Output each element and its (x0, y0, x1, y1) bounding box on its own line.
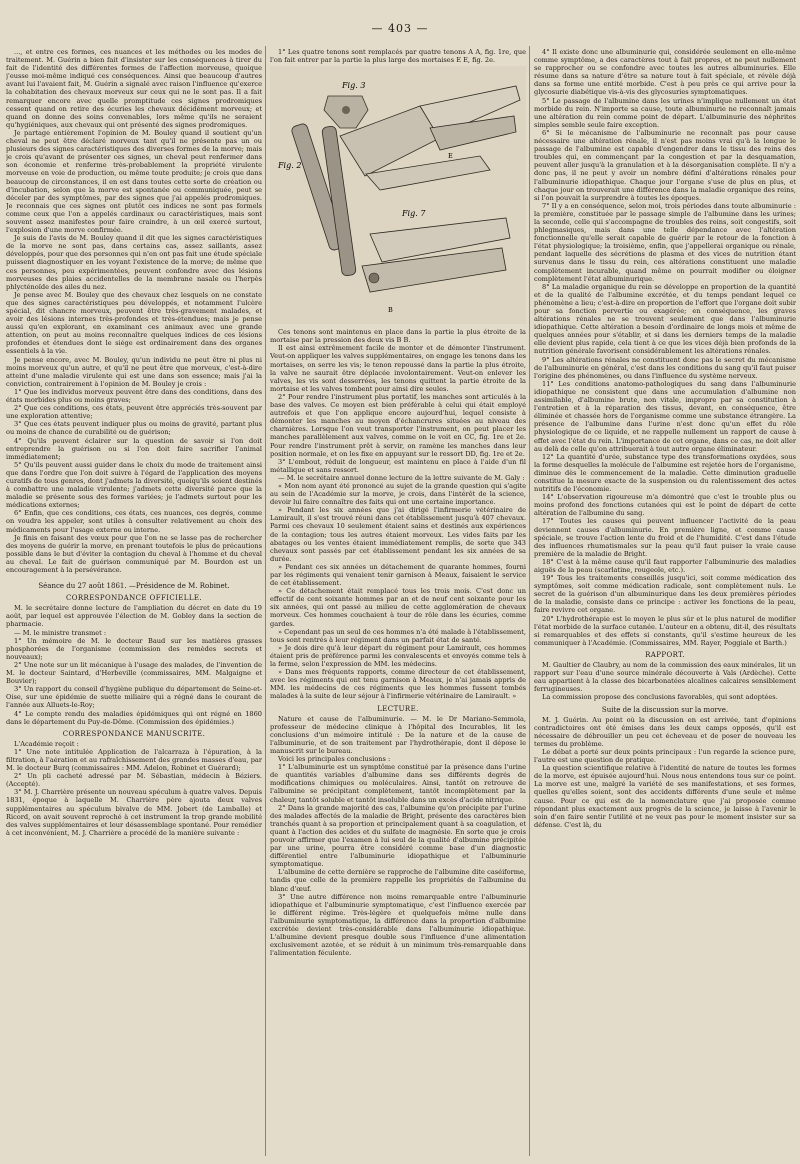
section-heading: Suite de la discussion sur la morve. (601, 705, 729, 714)
paragraph: 2° Dans la grande majorité des cas, l'albumine qu'on précipite par l'urine des malades affectés de la maladie de Bright, présente des caractères bien tranchés quant à sa proportion et principalement quant à sa coagulation, et quant à l'action des acides et du sulfate de magnésie. En sorte que je crois pouvoir affirmer que l'examen à lui seul de la qualité d'albumine précipitée par une urine, pourra être considéré comme base d'un diagnostic différentiel entre l'albuminurie idiopathique et l'albuminurie symptomatique. (270, 803, 526, 869)
column-right (534, 48, 796, 1156)
paragraph: L'albumine de cette dernière se rapproche de l'albumine dite caséiforme, tandis que celle de la première rappelle les propriétés de l'albumine du blanc d'œuf. (270, 868, 526, 893)
figure-label: Fig. 3 (342, 81, 366, 91)
figure-label: E (448, 152, 453, 161)
paragraph: » Je dois dire qu'à leur départ du régiment pour Lamirault, ces hommes étaient pris de préférence parmi les convalescents et envoyés comme tels à la ferme, selon l'expression de MM. les médecins. (270, 643, 526, 669)
section-heading: CORRESPONDANCE OFFICIELLE. (65, 594, 203, 603)
paragraph: 4° Qu'ils peuvent éclairer sur la question de savoir si l'on doit entreprendre la guérison ou si l'on doit faire sacrifier l'animal immédiatement; (6, 436, 262, 461)
paragraph: 3° Un rapport du conseil d'hygiène publique du département de Seine-et-Oise, sur une épidémie de suette miliaire qui a régné dans le courant de l'année aux Alluets-le-Roy; (6, 685, 262, 710)
paragraph: 17° Toutes les causes qui peuvent influencer l'activité de la peau deviennent causes d'albuminurie. En première ligne, et comme cause spéciale, se trouve l'action lente du froid et de l'humidité. C'est dans l'étude des influences rhumatismales sur la peau qu'il faut puiser la vraie cause première de la maladie de Bright. (534, 517, 796, 558)
column-left (6, 48, 262, 1156)
figure-label: B (388, 306, 393, 315)
paragraph: La question scientifique relative à l'identité de nature de toutes les formes de la morve, est épuisée aujourd'hui. Nous nous entendons tous sur ce point. La morve est une, malgré la variété de ses manifestations, et ses formes, quelles qu'elles soient, sont des accidents différents d'une seule et même cause. Pour ce qui est de la nomenclature que j'ai proposée comme répondant plus exactement aux progrès de la science, je laisse à l'avenir le soin d'en faire sentir l'utilité et ne veux pas pour le moment insister sur sa défense. C'est là, du (534, 764, 796, 829)
column-middle (270, 48, 526, 1156)
paragraph: La commission propose des conclusions favorables, qui sont adoptées. (542, 693, 778, 702)
paragraph: 1° Une note intitulée Application de l'alcarraza à l'épuration, à la filtration, à l'aération et au rafraîchissement des grandes masses d'eau, par M. le docteur Burq (commissaires : MM. Adelon, Robinet et Guérard); (6, 747, 262, 773)
paragraph: 3° Que ces états peuvent indiquer plus ou moins de gravité, partant plus ou moins de chance de curabilité ou de guérison; (6, 420, 262, 437)
figure-label: Fig. 7 (402, 209, 426, 219)
paragraph: — M. le secrétaire annuel donne lecture de la lettre suivante de M. Galy : (278, 473, 525, 482)
speculum-drawing (270, 66, 526, 324)
paragraph: 5° Qu'ils peuvent aussi guider dans le choix du mode de traitement ainsi que dans l'ordre que l'on doit suivre à l'égard de l'application des moyens curatifs de tous genres, dont j'admets la diversité, quoiqu'ils soient destinés à combattre une maladie virulente; j'admets cette diversité parce que la maladie se présente sous des formes variées; je l'admets surtout pour les médications externes; (6, 460, 262, 510)
paragraph: 6° Enfin, que ces conditions, ces états, ces nuances, ces degrés, comme on voudra les appeler, sont utiles à consulter relativement au choix des médicaments pour l'usage externe ou interne. (6, 509, 262, 534)
paragraph: 14° L'observation rigoureuse m'a démontré que c'est le trouble plus ou moins profond des fonctions cutanées qui est le point de départ de cette altération de l'albumine du sang. (534, 493, 796, 518)
paragraph: » Cependant pas un seul de ces hommes n'a été malade à l'établissement, tous sont rentrés à leur régiment dans un parfait état de santé. (270, 627, 526, 644)
page-number: — 403 — (371, 22, 429, 35)
paragraph: Je pense avec M. Bouley que des chevaux chez lesquels on ne constate que des signes caractéristiques peu développés, et notamment l'ulcère spécial, dit chancre morveux, peuvent être très-gravement malades, et avoir des lésions internes très-profondes et très-étendues; mais je pense aussi qu'en explorant, en examinant ces animaux avec une grande attention, on peut au moins reconnaître quelques indices de ces lésions profondes et étendues dont le siége est ordinairement dans des organes essentiels à la vie. (6, 290, 262, 356)
column-divider (265, 46, 266, 1156)
session-heading: Séance du 27 août 1861. —Présidence de M. Robinet. (38, 582, 230, 591)
paragraph: Ces tenons sont maintenus en place dans la partie la plus étroite de la mortaise par la pression des deux vis B B. (270, 328, 526, 345)
paragraph: Je pense encore, avec M. Bouley, qu'un individu ne peut être ni plus ni moins morveux qu'un autre, et qu'il ne peut être que morveux, c'est-à-dire atteint d'une maladie virulente qui est une dans son essence; mais j'ai la conviction, contrairement à l'opinion de M. Bouley je crois : (6, 355, 262, 388)
paragraph: 2° Pour rendre l'instrument plus portatif, les manches sont articulés à la base des valves. Ce moyen est bien préférable à celui qui était employé autrefois et que l'on applique encore aujourd'hui, lequel consiste à démonter les manches au moyen d'échancrures situées au niveau des charnières. Lorsque l'on veut transporter l'instrument, on peut placer les manches parallèlement aux valves, comme on le voit en CC, fig. 1re et 2e. Pour rendre l'instrument prêt à servir, on ramène les manches dans leur position normale, et on les fixe en appuyant sur le ressort DD, fig. 1re et 2e. (270, 392, 526, 458)
paragraph: 3° Une autre différence non moins remarquable entre l'albuminurie idiopathique et l'albuminurie symptomatique, c'est l'influence exercée par le différent régime. Très-légère et quelquefois même nulle dans l'albuminurie symptomatique, la différence dans la proportion d'albumine excrétée devient très-considérable dans l'albuminurie idiopathique. L'albumine devient presque double sous l'influence d'une alimentation exclusivement azotée, et se réduit à un minimum très-remarquable dans l'alimentation féculente. (270, 892, 526, 958)
paragraph: » Dans mes fréquents rapports, comme directeur de cet établissement, avec les régiments qui ont tenu garnison à Meaux, je n'ai jamais appris de MM. les médecins de ces régiments que les hommes fussent tombés malades à la suite de leur séjour à l'infirmerie vétérinaire de Lamirault. » (270, 668, 526, 701)
paragraph: 2° Une note sur un lit mécanique à l'usage des malades, de l'invention de M. le docteur Saintard, d'Herbeville (commissaires, MM. Malgaigne et Bouvier); (6, 660, 262, 686)
paragraph: Nature et cause de l'albuminurie. — M. le Dr Mariano-Semmola, professeur de médecine clinique à l'hôpital des Incurables, lit les conclusions d'un mémoire intitulé : De la nature et de la cause de l'albuminurie, et de son traitement par l'hydrothérapie, dont il dépose le manuscrit sur le bureau. (270, 714, 526, 755)
paragraph: 4° Le compte rendu des maladies épidémiques qui ont régné en 1860 dans le département du Puy-de-Dôme. (Commission des épidémies.) (6, 709, 262, 726)
paragraph: Il est ainsi extrêmement facile de monter et de démonter l'instrument. Veut-on appliquer les valves supplémentaires, on engage les tenons dans les mortaises, on serre les vis; le tenon repoussé dans la partie la plus étroite, la valve ne saurait être déplacée involontairement. Veut-on enlever les valves, les vis sont desserrées, les tenons quittent la partie étroite de la mortaise et les valves tombent pour ainsi dire seules. (270, 344, 526, 393)
paragraph: 1° L'albuminurie est un symptôme constitué par la présence dans l'urine de quantités variables d'albumine dans ses différents degrés de modifications chimiques ou moléculaires. Ainsi, tantôt on retrouve de l'albumine se précipitant complètement, tantôt incomplètement par la chaleur, tantôt soluble et tantôt insoluble dans un excès d'acide nitrique. (270, 763, 526, 804)
paragraph: Le débat a porté sur deux points principaux : l'un regarde la science pure, l'autre est une question de pratique. (534, 747, 796, 765)
section-heading: LECTURE. (377, 704, 419, 713)
paragraph: Voici les principales conclusions : (278, 755, 391, 764)
speculum-illustration (270, 66, 526, 324)
paragraph: 5° Le passage de l'albumine dans les urines n'implique nullement un état morbide du rein. N'importe sa cause, toute albuminurie ne reconnaît jamais une altération du rein comme point de départ. L'albuminurie des néphrites simples semble seule faire exception. (534, 96, 796, 129)
paragraph: 2° Que ces conditions, ces états, peuvent être appréciés très-souvent par une exploration attentive; (6, 404, 262, 421)
paragraph: 1° Un mémoire de M. le docteur Baud sur les matières grasses phosphorées de l'organisme (commission des remèdes secrets et nouveaux); (6, 636, 262, 661)
paragraph: Je partage entièrement l'opinion de M. Bouley quand il soutient qu'un cheval ne peut être déclaré morveux tant qu'il ne présente pas un ou plusieurs des signes caractéristiques des diverses formes de la morve; mais je crois qu'avant de présenter ces signes, un cheval peut renfermer dans son économie et renferme très-probablement la propriété virulente morveuse en voie de production, ou même toute produite; je crois que dans beaucoup de circonstances, il en est dans toutes cette sorte de création ou d'incubation, selon que la morve est spontanée ou communiquée, peut se déceler par des symptômes, par des signes que j'ai appelés prodromiques. Je reconnais que ces signes ont plutôt ces indices ne sont pas formels comme ceux que l'on a appelés cardinaux ou caractéristiques, mais sont souvent assez manifestes pour faire craindre, à un œil exercé surtout, l'explosion d'une morve confirmée. (6, 128, 262, 235)
paragraph: ..., et entre ces formes, ces nuances et les méthodes ou les modes de traitement. M. Guérin a bien fait d'insister sur les conséquences à tirer du fait de l'identité des différentes formes de l'affection morveuse, quoique j'eusse moi-même indiqué ces conséquences. Ainsi que beaucoup d'autres avant lui l'avaient fait, M. Guérin a signalé avec raison l'influence qu'exerce la cohabitation des chevaux morveux sur ceux qui ne le sont pas. Il a fait remarquer encore avec quelle promptitude ces signes prodromiques cessent quand on retire des écuries les chevaux décidément morveux; et quand on donne des soins convenables, lors même qu'ils ne seraient qu'hygiéniques, aux chevaux qui ont présenté des signes prodromiques. (6, 48, 262, 129)
section-heading: RAPPORT. (645, 650, 685, 659)
paragraph: 1° Les quatre tenons sont remplacés par quatre tenons A A, fig. 1re, que l'on fait entrer par la partie la plus large des mortaises E E, fig. 2e. (270, 48, 526, 65)
paragraph: M. Gaultier de Claubry, au nom de la commission des eaux minérales, lit un rapport sur l'eau d'une source minérale découverte à Vals (Ardèche). Cette eau appartient à la classe des bicarbonatées alcalines calcaires sensiblement ferrugineuses. (534, 661, 796, 694)
paragraph: 3° L'embout, réduit de longueur, est maintenu en place à l'aide d'un fil métallique et sans ressort. (270, 457, 526, 474)
figure-label: Fig. 2 (278, 161, 302, 171)
paragraph: 18° C'est à la même cause qu'il faut rapporter l'albuminurie des maladies aiguës de la peau (scarlatine, rougeole, etc.). (534, 557, 796, 574)
paragraph: » Ce détachement était remplacé tous les trois mois. C'est donc un effectif de cent soixante hommes par an et de neuf cent soixante pour les six années, qui ont passé au milieu de cette agglomération de chevaux morveux. Ces hommes couchaient à tour de rôle dans les écuries, comme gardes. (270, 587, 526, 628)
paragraph: L'Académie reçoit : (14, 739, 79, 748)
paragraph: M. le secrétaire donne lecture de l'ampliation du décret en date du 19 août, par lequel est approuvée l'élection de M. Gobley dans la section de pharmacie. (6, 604, 262, 629)
paragraph: 20° L'hydrothérapie est le moyen le plus sûr et le plus naturel de modifier l'état morbide de la surface cutanée. L'auteur en a obtenu, dit-il, des résultats si remarquables et des effets si constants, qu'il s'estime heureux de les communiquer à l'Académie. (Commissaires, MM. Rayer, Poggiale et Barth.) (534, 614, 796, 647)
paragraph: 6° Si le mécanisme de l'albuminurie ne reconnaît pas pour cause nécessaire une altération rénale, il n'est pas moins vrai qu'à la longue le passage de l'albumine est capable d'engendrer dans le tissu des reins des troubles qui, en commençant par la congestion et par la desquamation, peuvent aller jusqu'à la granulation et à la désorganisation complète. Il n'y a donc pas, il ne peut y avoir un nombre défini d'altérations rénales pour l'albuminurie idiopathique. Chaque jour l'organe s'use de plus en plus, et chaque jour on trouverait une différence dans la maladie organique des reins, si l'on pouvait la surprendre à toutes les époques. (534, 128, 796, 202)
paragraph: « Mon nom ayant été prononcé au sujet de la grande question qui s'agite au sein de l'Académie sur la morve, je crois, dans l'intérêt de la science, devoir lui faire connaître des faits qui ont une certaine importance. (270, 481, 526, 507)
paragraph: 12° La quantité d'urée, substance type des transformations oxydées, sous la forme desquelles la molécule de l'albumine est rejetée hors de l'organisme, diminue dès le commencement de la maladie. Cette diminution graduelle constitue la mesure exacte de la suspension ou du ralentissement des actes nutritifs de l'économie. (534, 452, 796, 494)
paragraph: — M. le ministre transmet : (14, 628, 107, 637)
paragraph: Je suis de l'avis de M. Bouley quand il dit que les signes caractéristiques de la morve ne sont pas, dans certains cas, assez saillants, assez développés, pour que des personnes qui n'en ont pas fait une étude spéciale puissent diagnostiquer en les voyant l'existence de la morve; de même que ces personnes, peu expérimentées, peuvent confondre avec des lésions morveuses des plaies accidentelles de la membrane nasale ou l'herpès phlycténoïde des ailes du nez. (6, 234, 262, 291)
section-heading: CORRESPONDANCE MANUSCRITE. (62, 729, 206, 738)
paragraph: 8° La maladie organique du rein se développe en proportion de la quantité et de la qualité de l'albumine excrétée, et du temps pendant lequel ce phénomène a lieu; c'est-à-dire en proportion de l'effort que l'organe doit subir pour sa fonction pervertie ou exagérée; en conséquence, les graves altérations rénales ne se trouvent seulement que dans l'albuminurie idiopathique. Cette altération a besoin d'ordinaire de longs mois et même de quelques années pour s'établir, et si dans les derniers temps de la maladie elle devient plus rapide, cela tient à ce que les vices déjà bien profonds de la nutrition générale favorisent considérablement les altérations rénales. (534, 282, 796, 356)
paragraph: 3° M. J. Charrière présente un nouveau spéculum à quatre valves. Depuis 1831, époque à laquelle M. Charrière père ajouta deux valves supplémentaires au spéculum bivalve de MM. Jobert (de Lamballe) et Ricord, on avait souvent reproché à cet instrument la trop grande mobilité des valves supplémentaires et leur désassemblage spontané. Pour remédier à cet inconvénient, M. J. Charrière a procédé de la manière suivante : (6, 788, 262, 837)
paragraph: 2° Un pli cacheté adressé par M. Sébastian, médecin à Béziers. (Accepté). (6, 772, 262, 789)
paragraph: 1° Que les individus morveux peuvent être dans des conditions, dans des états morbides plus ou moins graves; (6, 387, 262, 405)
paragraph: 7° Il y a en conséquence, selon moi, trois périodes dans toute albuminurie : la première, constituée par le passage simple de l'albumine dans les urines; la seconde, celle qui s'accompagne de troubles des reins, soit congestifs, soit phlegmasiques, mais dans une telle dépendance avec l'altération fonctionnelle qu'elle serait capable de guérir par le retour de la fonction à l'état physiologique; la troisième, enfin, que j'appellerai organique ou rénale, pendant laquelle des sécrétions de plasma et des vices de nutrition étant survenus dans le tissu du rein, ces altérations constituent une maladie complètement incurable, quand même on pourrait modifier ou éloigner complètement l'état albuminurique. (534, 201, 796, 283)
column-divider (529, 46, 530, 1156)
paragraph: 4° Il existe donc une albuminurie qui, considérée seulement en elle-même comme symptôme, a des caractères tout à fait propres, et ne peut nullement se rapprocher ou se confondre avec toutes les autres albuminuries. Elle résume dans sa nature d'être sa nature tout à fait spéciale, et révèle déjà dans sa forme une entité morbide. C'est à peu près ce qui arrive pour la glycosurie diabétique vis-à-vis des glycosuries symptomatiques. (534, 48, 796, 97)
paragraph: » Pendant les six années que j'ai dirigé l'infirmerie vétérinaire de Lamirault, il s'est trouvé réuni dans cet établissement jusqu'à 407 chevaux. Parmi ces chevaux 10 seulement étaient sains et destinés aux expériences de la contagion; tous les autres étaient morveux. Les vides faits par les abatages ou les ventes étaient immédiatement remplis, de sorte que 343 chevaux sont passés par cet établissement pendant les six années de sa durée. (270, 506, 526, 563)
paragraph: 9° Les altérations rénales ne constituent donc pas le secret du mécanisme de l'albuminurie en général, c'est dans les conditions du sang qu'il faut puiser l'origine des phénomènes, ou dans l'influence du système nerveux. (534, 355, 796, 380)
paragraph: » Pendant ces six années un détachement de quarante hommes, fourni par les régiments qui venaient tenir garnison à Meaux, faisaient le service de cet établissement. (270, 562, 526, 588)
paragraph: 19° Tous les traitements conseillés jusqu'ici, soit comme médication des symptômes, soit comme médication radicale, sont complètement nuls. Le secret de la guérison d'un albuminurique dans les deux premières périodes de la maladie, consiste dans ce principe : activer les fonctions de la peau, faire revivre cet organe. (534, 574, 796, 615)
paragraph: Je finis en faisant des vœux pour que l'on ne se lasse pas de rechercher des moyens de guérir la morve, en prenant toutefois le plus de précautions possible dans le but d'éviter la contagion du cheval à l'homme et du cheval au cheval. Le fait de guérison communiqué par M. Bourdon est un encouragement à la persévérance. (6, 533, 262, 574)
paragraph: M. J. Guérin. Au point où la discussion en est arrivée, tant d'opinions contradictoires ont été émises dans les deux camps opposés, qu'il est nécessaire de débrouiller un peu cet écheveau et de poser de nouveau les termes du problème. (534, 715, 796, 748)
paragraph: 11° Les conditions anatomo-pathologiques du sang dans l'albuminurie idiopathique ne consistent que dans une accumulation d'albumine non assimilable, d'albumine brute, non vitale, impropre par sa constitution à l'entretien et à la réparation des tissus, devant, en conséquence, être éliminée et chassée hors de l'organisme comme une substance étrangère. La présence de l'albumine dans l'urine n'est donc qu'un effet du rôle physiologique de ce liquide, et ne rappelle nullement un rapport de cause à effet avec l'état du rein. L'importance de cet organe, dans ce cas, ne doit aller au delà de celle qu'on attribuerait à tout autre organe éliminateur. (534, 379, 796, 453)
